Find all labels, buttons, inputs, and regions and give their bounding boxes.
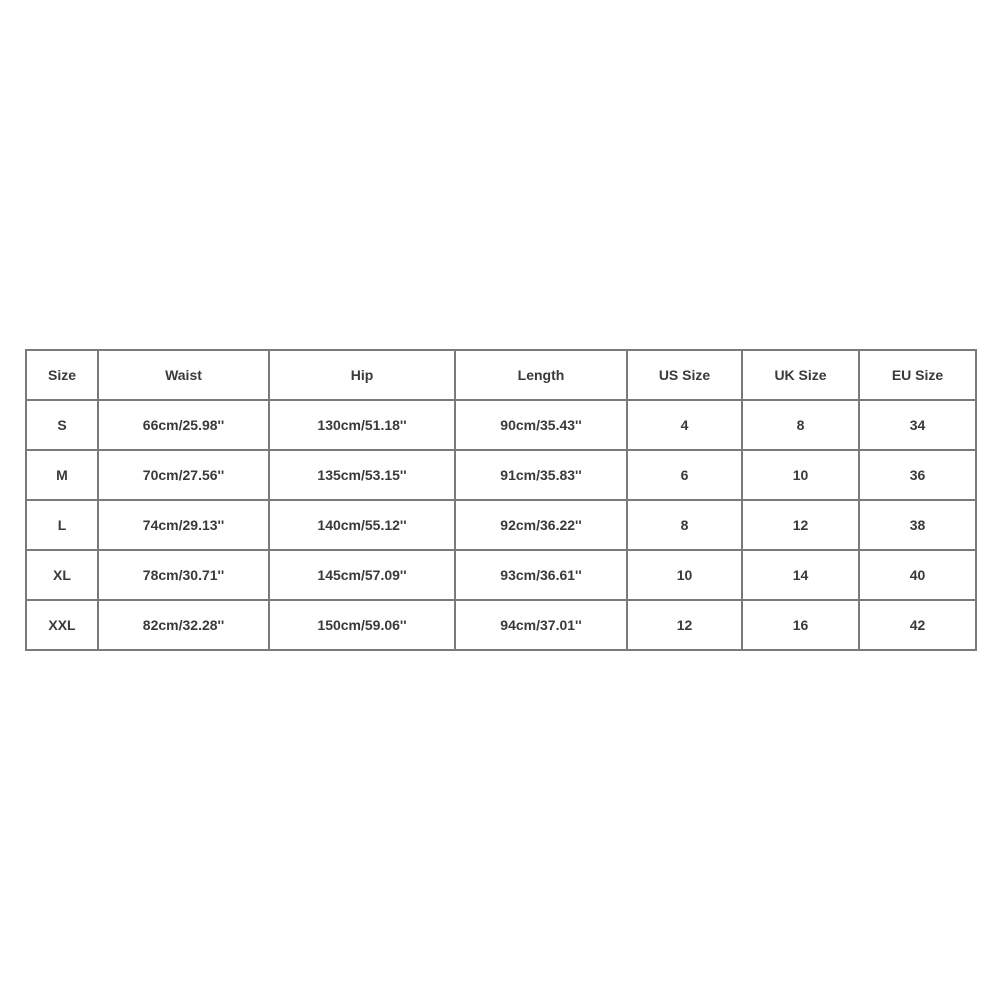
cell-uk-size: 12 [742,500,859,550]
cell-length: 93cm/36.61'' [455,550,627,600]
cell-length: 92cm/36.22'' [455,500,627,550]
cell-length: 94cm/37.01'' [455,600,627,650]
header-size: Size [26,350,98,400]
cell-size: XL [26,550,98,600]
cell-waist: 74cm/29.13'' [98,500,269,550]
cell-uk-size: 16 [742,600,859,650]
cell-hip: 145cm/57.09'' [269,550,455,600]
cell-waist: 70cm/27.56'' [98,450,269,500]
cell-uk-size: 14 [742,550,859,600]
cell-eu-size: 34 [859,400,976,450]
cell-size: L [26,500,98,550]
size-chart-table [25,349,977,651]
cell-size: M [26,450,98,500]
header-length: Length [455,350,627,400]
cell-size: XXL [26,600,98,650]
table-row [26,600,976,650]
cell-hip: 130cm/51.18'' [269,400,455,450]
cell-us-size: 8 [627,500,742,550]
cell-us-size: 12 [627,600,742,650]
cell-eu-size: 42 [859,600,976,650]
cell-waist: 78cm/30.71'' [98,550,269,600]
cell-uk-size: 10 [742,450,859,500]
cell-us-size: 4 [627,400,742,450]
table-header-row [26,350,976,400]
cell-waist: 66cm/25.98'' [98,400,269,450]
cell-us-size: 10 [627,550,742,600]
table-row [26,450,976,500]
table-row [26,500,976,550]
cell-waist: 82cm/32.28'' [98,600,269,650]
cell-hip: 150cm/59.06'' [269,600,455,650]
cell-length: 91cm/35.83'' [455,450,627,500]
table-row [26,400,976,450]
cell-eu-size: 38 [859,500,976,550]
header-eu-size: EU Size [859,350,976,400]
header-us-size: US Size [627,350,742,400]
cell-eu-size: 40 [859,550,976,600]
cell-eu-size: 36 [859,450,976,500]
header-hip: Hip [269,350,455,400]
cell-uk-size: 8 [742,400,859,450]
cell-size: S [26,400,98,450]
cell-us-size: 6 [627,450,742,500]
cell-length: 90cm/35.43'' [455,400,627,450]
cell-hip: 140cm/55.12'' [269,500,455,550]
header-waist: Waist [98,350,269,400]
table-row [26,550,976,600]
cell-hip: 135cm/53.15'' [269,450,455,500]
header-uk-size: UK Size [742,350,859,400]
